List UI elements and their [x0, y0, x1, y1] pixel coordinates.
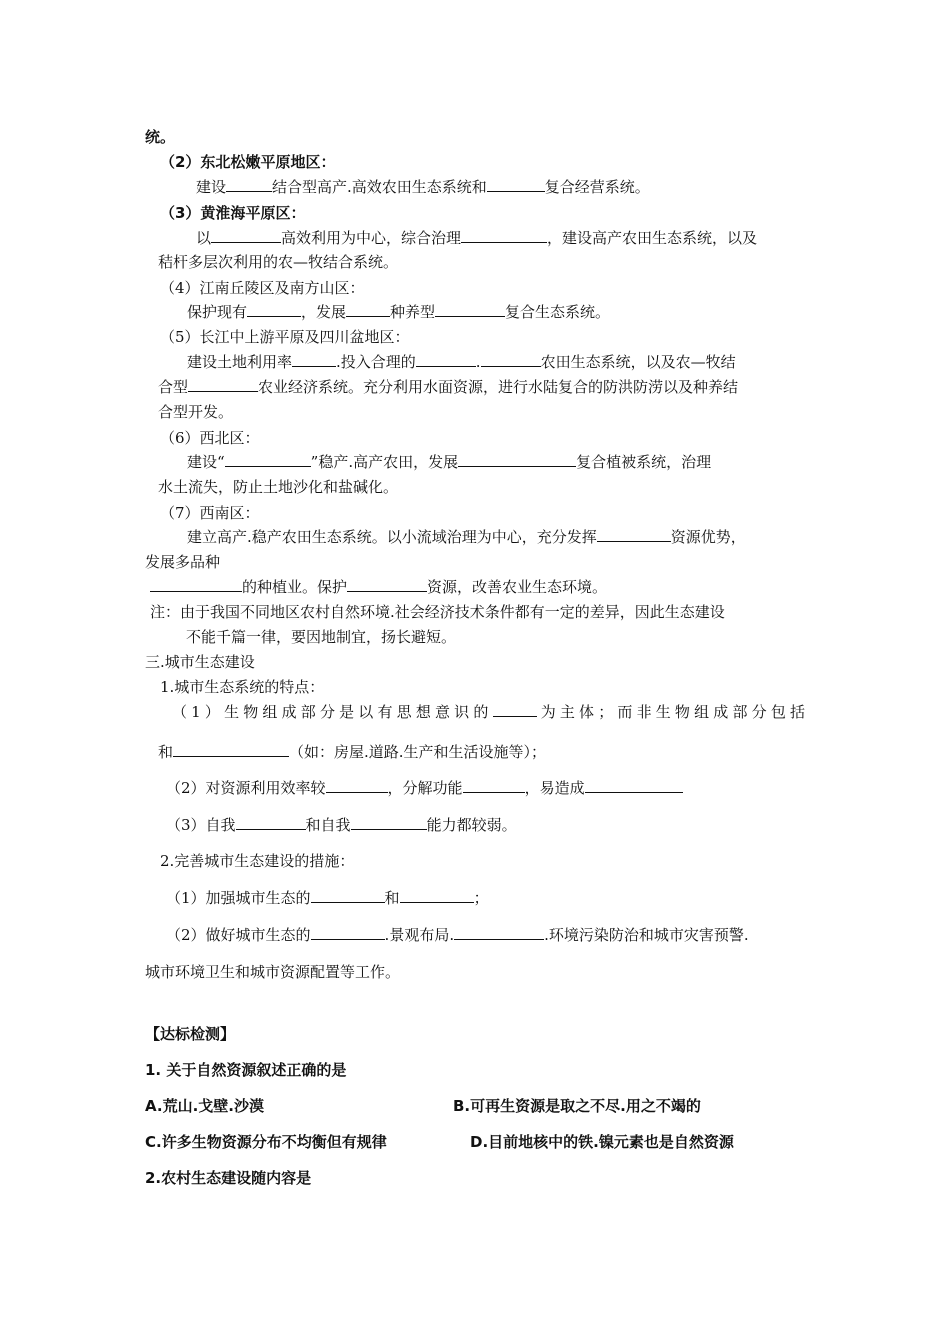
fill-blank[interactable] — [416, 352, 476, 367]
fill-blank[interactable] — [326, 778, 388, 793]
quiz-heading: 【达标检测】 — [145, 1025, 236, 1043]
text-line: 发展多品种 — [145, 553, 221, 571]
text-fragment: ，建设高产农田生态系统，以及 — [547, 229, 758, 247]
text-fragment: 复合经营系统。 — [544, 178, 650, 196]
text-fragment: 种养型 — [390, 303, 436, 321]
fill-blank[interactable] — [458, 452, 576, 467]
text-fragment: .投入合理的 — [336, 353, 416, 371]
section-heading: （7）西南区： — [160, 504, 260, 522]
text-fragment: 建立高产.稳产农田生态系统。以小流域治理为中心，充分发挥 — [187, 528, 597, 546]
option-b[interactable]: B.可再生资源是取之不尽.用之不竭的 — [453, 1097, 701, 1115]
question-1: 1. 关于自然资源叙述正确的是 — [145, 1061, 347, 1079]
text-fragment: 保护现有 — [187, 303, 248, 321]
text-fragment: 复合生态系统。 — [505, 303, 611, 321]
fill-blank[interactable] — [225, 452, 311, 467]
fill-blank[interactable] — [481, 352, 541, 367]
text-line: 秸杆多层次利用的农—牧结合系统。 — [158, 253, 399, 271]
fill-blank[interactable] — [188, 377, 258, 392]
section-heading: （2）东北松嫩平原地区： — [160, 153, 336, 171]
fill-blank[interactable] — [211, 228, 281, 243]
fill-blank[interactable] — [311, 925, 385, 940]
text-line — [166, 925, 749, 945]
section-heading: （5）长江中上游平原及四川盆地区： — [160, 328, 410, 346]
text-line — [166, 815, 517, 835]
option-c[interactable]: C.许多生物资源分布不均衡但有规律 — [145, 1133, 387, 1151]
text-fragment: 建设 — [196, 178, 227, 196]
fill-blank[interactable] — [493, 702, 537, 717]
fill-blank[interactable] — [435, 302, 505, 317]
section-heading: （4）江南丘陵区及南方山区： — [160, 279, 365, 297]
text-fragment: （1）加强城市生态的 — [166, 889, 311, 907]
text-line — [196, 228, 757, 248]
text-line — [187, 452, 711, 472]
text-fragment: 和 — [158, 743, 174, 761]
fill-blank[interactable] — [247, 302, 301, 317]
fill-blank[interactable] — [461, 228, 547, 243]
note: 不能千篇一律，要因地制宜，扬长避短。 — [186, 628, 457, 646]
fill-blank[interactable] — [463, 778, 525, 793]
text-fragment: 和自我 — [305, 816, 351, 834]
note: 注：由于我国不同地区农村自然环境.社会经济技术条件都有一定的差异，因此生态建设 — [150, 603, 725, 621]
fill-blank[interactable] — [454, 925, 544, 940]
fill-blank[interactable] — [351, 815, 427, 830]
text-fragment: 结合型高产.高效农田生态系统和 — [272, 178, 487, 196]
text-fragment: 农业经济系统。充分利用水面资源，进行水陆复合的防洪防涝以及种养结 — [258, 378, 739, 396]
text-fragment: . — [475, 353, 481, 371]
section-title: 三.城市生态建设 — [145, 653, 255, 671]
text-line — [187, 302, 610, 322]
subsection-title: 2.完善城市生态建设的措施： — [160, 852, 355, 870]
fill-blank[interactable] — [173, 742, 289, 757]
text-fragment: ”稳产.高产农田，发展 — [310, 453, 459, 471]
fill-blank[interactable] — [347, 577, 427, 592]
text-fragment: 和 — [384, 889, 400, 907]
fill-blank[interactable] — [346, 302, 390, 317]
text-fragment: .景观布局. — [384, 926, 455, 944]
text-fragment: （3）自我 — [166, 816, 236, 834]
text-fragment: （1）生物组成部分是以有思想意识的 — [172, 703, 493, 721]
text-fragment: 建设土地利用率 — [187, 353, 293, 371]
section-heading: （3）黄淮海平原区： — [160, 204, 306, 222]
fill-blank[interactable] — [487, 177, 545, 192]
text-fragment: （如：房屋.道路.生产和生活设施等）； — [289, 743, 547, 761]
text-fragment: 资源，改善农业生态环境。 — [427, 578, 608, 596]
text-fragment: ，易造成 — [524, 779, 585, 797]
fill-blank[interactable] — [226, 177, 272, 192]
text-fragment: 以 — [196, 229, 212, 247]
text-fragment: ，分解功能 — [387, 779, 463, 797]
text-fragment: 的种植业。保护 — [242, 578, 348, 596]
text-line: 水土流失，防止土地沙化和盐碱化。 — [158, 478, 399, 496]
text-fragment: 资源优势， — [670, 528, 746, 546]
fill-blank[interactable] — [150, 577, 242, 592]
text-line — [172, 702, 805, 722]
text-line: 统。 — [145, 128, 176, 146]
text-fragment: .环境污染防治和城市灾害预警. — [544, 926, 749, 944]
text-fragment: 农田生态系统，以及农—牧结 — [540, 353, 736, 371]
fill-blank[interactable] — [292, 352, 336, 367]
text-line — [196, 177, 650, 197]
fill-blank[interactable] — [597, 527, 671, 542]
text-fragment: （2）做好城市生态的 — [166, 926, 311, 944]
text-fragment: 为主体；而非生物组成部分包括 — [536, 703, 805, 721]
fill-blank[interactable] — [311, 888, 385, 903]
text-fragment: （2）对资源利用效率较 — [166, 779, 326, 797]
fill-blank[interactable] — [400, 888, 474, 903]
text-line — [158, 377, 738, 397]
option-d[interactable]: D.目前地核中的铁.镍元素也是自然资源 — [470, 1133, 734, 1151]
text-line — [150, 577, 607, 597]
text-line — [166, 888, 489, 908]
fill-blank[interactable] — [585, 778, 683, 793]
text-fragment: ，发展 — [301, 303, 347, 321]
text-line — [166, 778, 683, 798]
text-fragment: 高效利用为中心，综合治理 — [281, 229, 462, 247]
text-fragment: 复合植被系统，治理 — [576, 453, 712, 471]
text-line — [187, 527, 746, 547]
text-fragment: 建设“ — [187, 453, 225, 471]
text-line: 城市环境卫生和城市资源配置等工作。 — [145, 963, 401, 981]
text-fragment: ； — [473, 889, 489, 907]
option-a[interactable]: A.荒山.戈壁.沙漠 — [145, 1097, 264, 1115]
fill-blank[interactable] — [236, 815, 306, 830]
text-line — [187, 352, 736, 372]
text-line — [158, 742, 546, 762]
section-heading: （6）西北区： — [160, 429, 260, 447]
subsection-title: 1.城市生态系统的特点： — [160, 678, 325, 696]
text-line: 合型开发。 — [158, 403, 234, 421]
text-fragment: 合型 — [158, 378, 189, 396]
question-2: 2.农村生态建设随内容是 — [145, 1169, 312, 1187]
text-fragment: 能力都较弱。 — [426, 816, 517, 834]
